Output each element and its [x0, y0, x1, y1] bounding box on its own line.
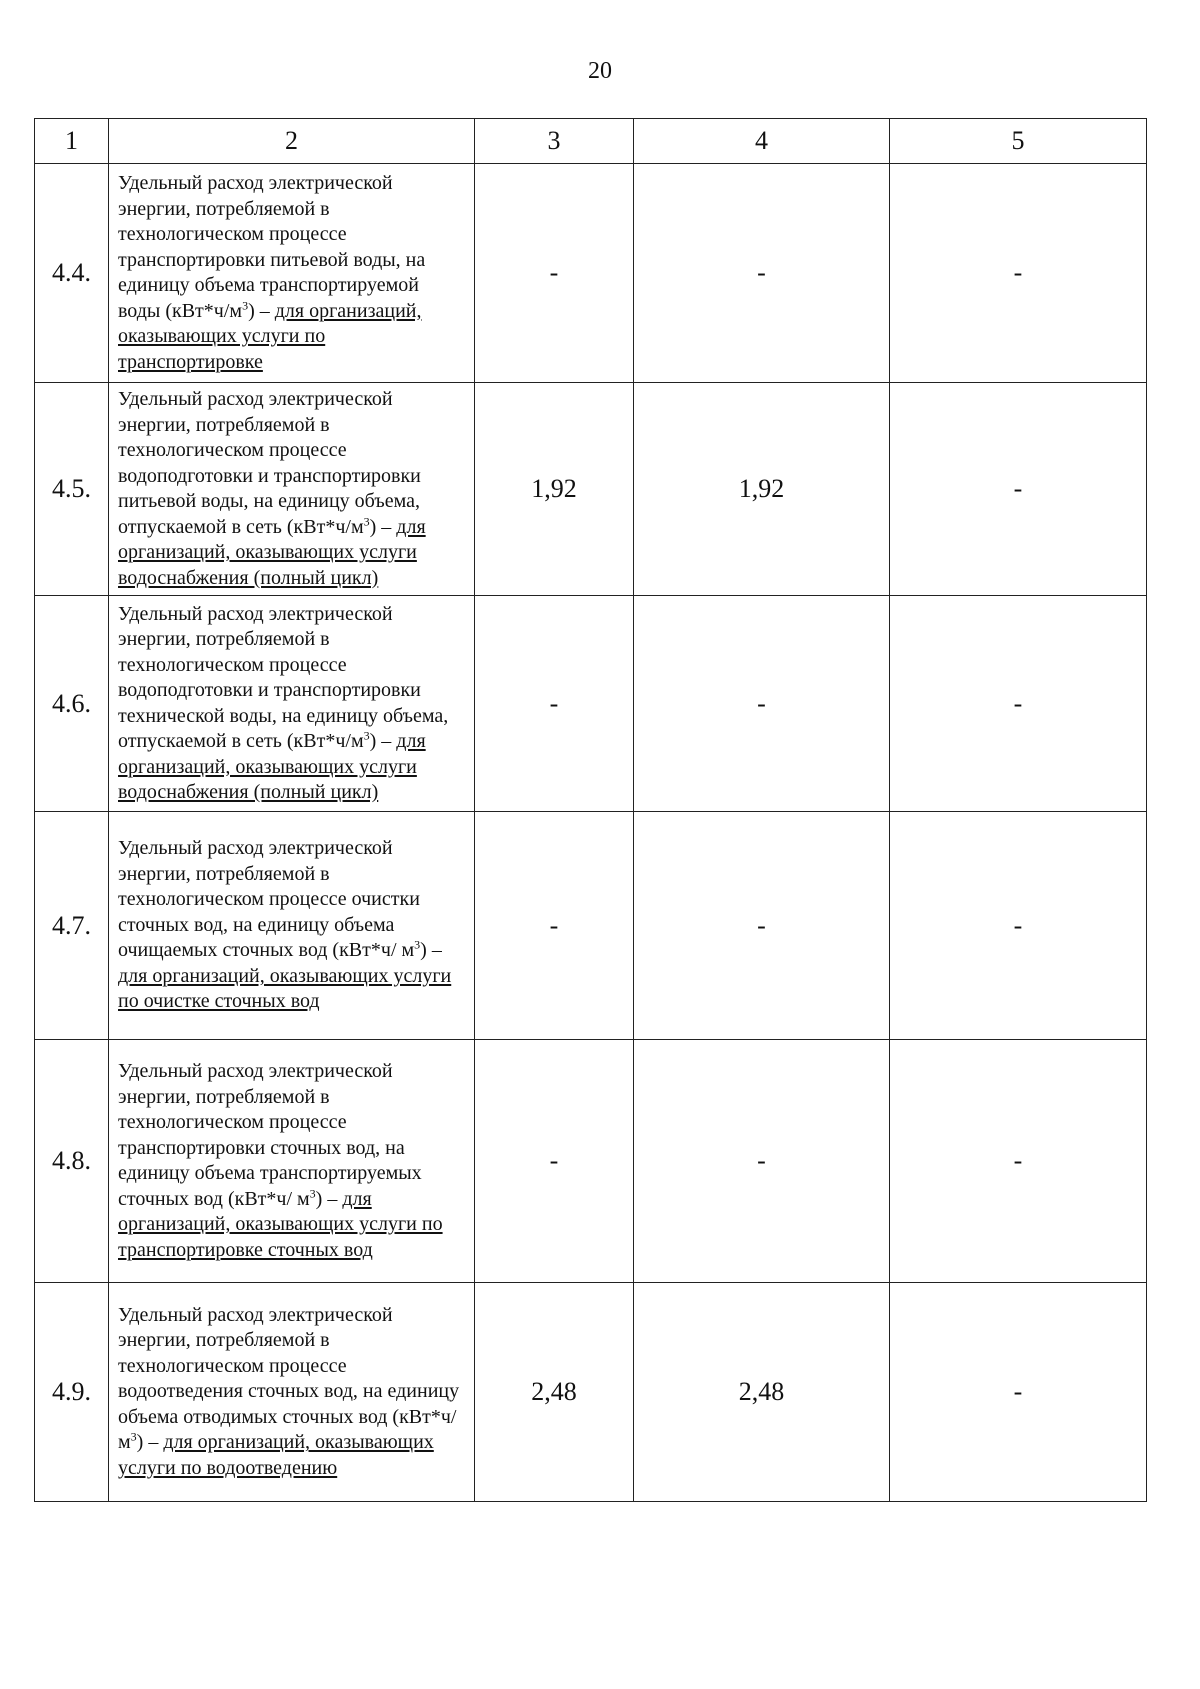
table-header-row: [35, 119, 1147, 164]
value-col-4: -: [634, 164, 890, 383]
organization-scope: для организаций, оказывающих услуги по водоотведению: [118, 1431, 434, 1479]
header-cell-3: 3: [475, 119, 634, 164]
value-col-5: -: [890, 812, 1147, 1040]
description-dash: ) –: [248, 299, 275, 322]
row-description: [109, 1283, 475, 1502]
value-col-4: -: [634, 1040, 890, 1283]
header-cell-2: 2: [109, 119, 475, 164]
value-col-4: -: [634, 596, 890, 812]
superscript: 3: [363, 728, 370, 743]
value-col-5: -: [890, 164, 1147, 383]
table-row: [35, 164, 1147, 383]
organization-scope: для организаций, оказывающих услуги водоснабжения (полный цикл): [118, 515, 426, 589]
value-col-3: 2,48: [475, 1283, 634, 1502]
value-col-3: -: [475, 164, 634, 383]
row-description: [109, 1040, 475, 1283]
description-text: Удельный расход электрической энергии, потребляемой в технологическом процессе водоподготовки и транспортировки технической воды, на единицу объема, отпускаемой в сеть (кВт*ч/м: [118, 602, 449, 752]
indicators-table: [34, 118, 1147, 1502]
row-description: [109, 812, 475, 1040]
description-dash: ) –: [136, 1431, 164, 1454]
description-dash: ) –: [315, 1187, 343, 1210]
value-col-4: -: [634, 812, 890, 1040]
table-row: [35, 812, 1147, 1040]
row-number: 4.6.: [35, 596, 109, 812]
organization-scope: для организаций, оказывающих услуги по очистке сточных вод: [118, 964, 452, 1013]
row-description: [109, 596, 475, 812]
organization-scope: для организаций, оказывающих услуги по транспортировке: [118, 299, 422, 373]
row-description: [109, 164, 475, 383]
organization-scope: для организаций, оказывающих услуги по транспортировке сточных вод: [118, 1187, 443, 1261]
value-col-3: 1,92: [475, 383, 634, 596]
superscript: 3: [242, 297, 249, 312]
description-text: Удельный расход электрической энергии, потребляемой в технологическом процессе водоподготовки и транспортировки питьевой воды, на единицу объема, отпускаемой в сеть (кВт*ч/м: [118, 388, 421, 538]
row-number: 4.5.: [35, 383, 109, 596]
description-dash: ) –: [369, 730, 397, 752]
superscript: 3: [414, 937, 421, 952]
table-row: [35, 1040, 1147, 1283]
description-dash: ) –: [420, 939, 442, 962]
header-cell-5: 5: [890, 119, 1147, 164]
superscript: 3: [309, 1185, 316, 1200]
description-text: Удельный расход электрической энергии, потребляемой в технологическом процессе водоотведения сточных вод, на единицу объема отводимых сточных вод (кВт*ч/ м: [118, 1303, 460, 1454]
row-number: 4.9.: [35, 1283, 109, 1502]
value-col-4: 1,92: [634, 383, 890, 596]
table-row: [35, 1283, 1147, 1502]
value-col-3: -: [475, 1040, 634, 1283]
description-text: Удельный расход электрической энергии, потребляемой в технологическом процессе очистки сточных вод, на единицу объема очищаемых сточных вод (кВт*ч/ м: [118, 837, 420, 962]
superscript: 3: [130, 1429, 137, 1444]
value-col-3: -: [475, 812, 634, 1040]
description-dash: ) –: [369, 515, 397, 538]
header-cell-4: 4: [634, 119, 890, 164]
page-number: 20: [588, 58, 612, 84]
value-col-3: -: [475, 596, 634, 812]
description-text: Удельный расход электрической энергии, потребляемой в технологическом процессе транспортировки питьевой воды, на единицу объема транспортируемой воды (кВт*ч/м: [118, 172, 426, 322]
table-row: [35, 383, 1147, 596]
value-col-5: -: [890, 1040, 1147, 1283]
table-row: [35, 596, 1147, 812]
row-description: [109, 383, 475, 596]
value-col-5: -: [890, 1283, 1147, 1502]
row-number: 4.4.: [35, 164, 109, 383]
superscript: 3: [363, 513, 370, 528]
row-number: 4.7.: [35, 812, 109, 1040]
value-col-5: -: [890, 383, 1147, 596]
value-col-5: -: [890, 596, 1147, 812]
description-text: Удельный расход электрической энергии, потребляемой в технологическом процессе транспортировки сточных вод, на единицу объема транспортируемых сточных вод (кВт*ч/ м: [118, 1060, 422, 1210]
header-cell-1: 1: [35, 119, 109, 164]
value-col-4: 2,48: [634, 1283, 890, 1502]
row-number: 4.8.: [35, 1040, 109, 1283]
organization-scope: для организаций, оказывающих услуги водоснабжения (полный цикл): [118, 730, 426, 803]
